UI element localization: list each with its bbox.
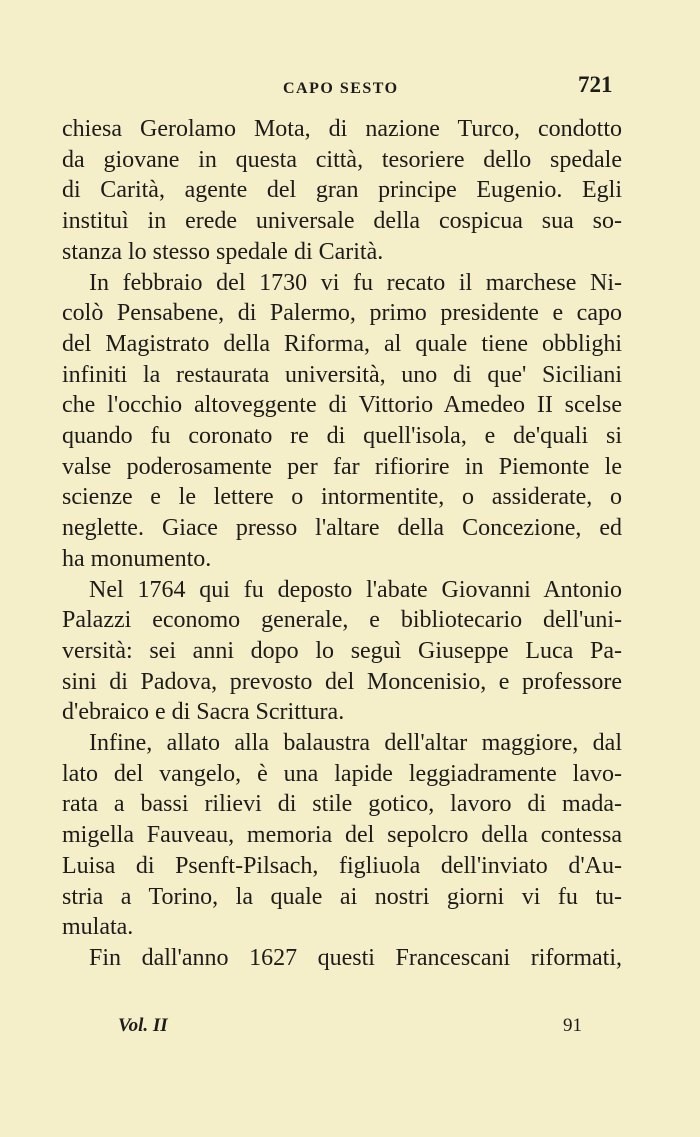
text-line: quando fu coronato re di quell'isola, e de'quali si bbox=[62, 423, 622, 450]
text-line: Luisa di Psenft-Pilsach, figliuola dell'inviato d'Au- bbox=[62, 852, 622, 879]
page-footer bbox=[0, 1015, 700, 1045]
text-line: del Magistrato della Riforma, al quale tiene obblighi bbox=[62, 330, 622, 357]
text-line: stanza lo stesso spedale di Carità. bbox=[62, 238, 384, 265]
text-line: scienze e le lettere o intormentite, o assiderate, o bbox=[62, 484, 622, 511]
body-text bbox=[62, 114, 622, 974]
text-line: stria a Torino, la quale ai nostri giorni vi fu tu- bbox=[62, 883, 622, 910]
text-line: di Carità, agente del gran principe Eugenio. Egli bbox=[62, 177, 622, 204]
text-line: che l'occhio altoveggente di Vittorio Amedeo II scelse bbox=[62, 392, 622, 419]
text-line: colò Pensabene, di Palermo, primo presidente e capo bbox=[62, 300, 622, 327]
text-line: Fin dall'anno 1627 questi Francescani riformati, bbox=[89, 944, 622, 971]
text-line: sini di Padova, prevosto del Moncenisio, e professore bbox=[62, 668, 622, 695]
text-line: valse poderosamente per far rifiorire in Piemonte le bbox=[62, 453, 622, 480]
page-number: 721 bbox=[578, 72, 613, 97]
text-line: neglette. Giace presso l'altare della Concezione, ed bbox=[62, 515, 622, 542]
text-line: d'ebraico e di Sacra Scrittura. bbox=[62, 699, 345, 726]
text-line: rata a bassi rilievi di stile gotico, lavoro di mada- bbox=[62, 791, 622, 818]
text-line: migella Fauveau, memoria del sepolcro della contessa bbox=[62, 822, 622, 849]
signature-mark: 91 bbox=[563, 1015, 582, 1036]
text-line: mulata. bbox=[62, 914, 134, 941]
chapter-title: CAPO SESTO bbox=[283, 80, 399, 97]
text-line: ha monumento. bbox=[62, 545, 212, 572]
volume-label: Vol. II bbox=[118, 1015, 168, 1036]
text-line: instituì in erede universale della cospicua sua so- bbox=[62, 208, 622, 235]
text-line: In febbraio del 1730 vi fu recato il marchese Ni- bbox=[89, 269, 622, 296]
text-line: Palazzi economo generale, e bibliotecario dell'uni- bbox=[62, 607, 622, 634]
text-line: lato del vangelo, è una lapide leggiadramente lavo- bbox=[62, 760, 622, 787]
text-line: Nel 1764 qui fu deposto l'abate Giovanni Antonio bbox=[89, 576, 622, 603]
text-line: infiniti la restaurata università, uno di que' Siciliani bbox=[62, 361, 622, 388]
text-line: Infine, allato alla balaustra dell'altar maggiore, dal bbox=[89, 730, 622, 757]
running-head bbox=[0, 66, 700, 106]
text-line: da giovane in questa città, tesoriere dello spedale bbox=[62, 146, 622, 173]
text-line: versità: sei anni dopo lo seguì Giuseppe Luca Pa- bbox=[62, 637, 622, 664]
text-line: chiesa Gerolamo Mota, di nazione Turco, condotto bbox=[62, 116, 622, 142]
